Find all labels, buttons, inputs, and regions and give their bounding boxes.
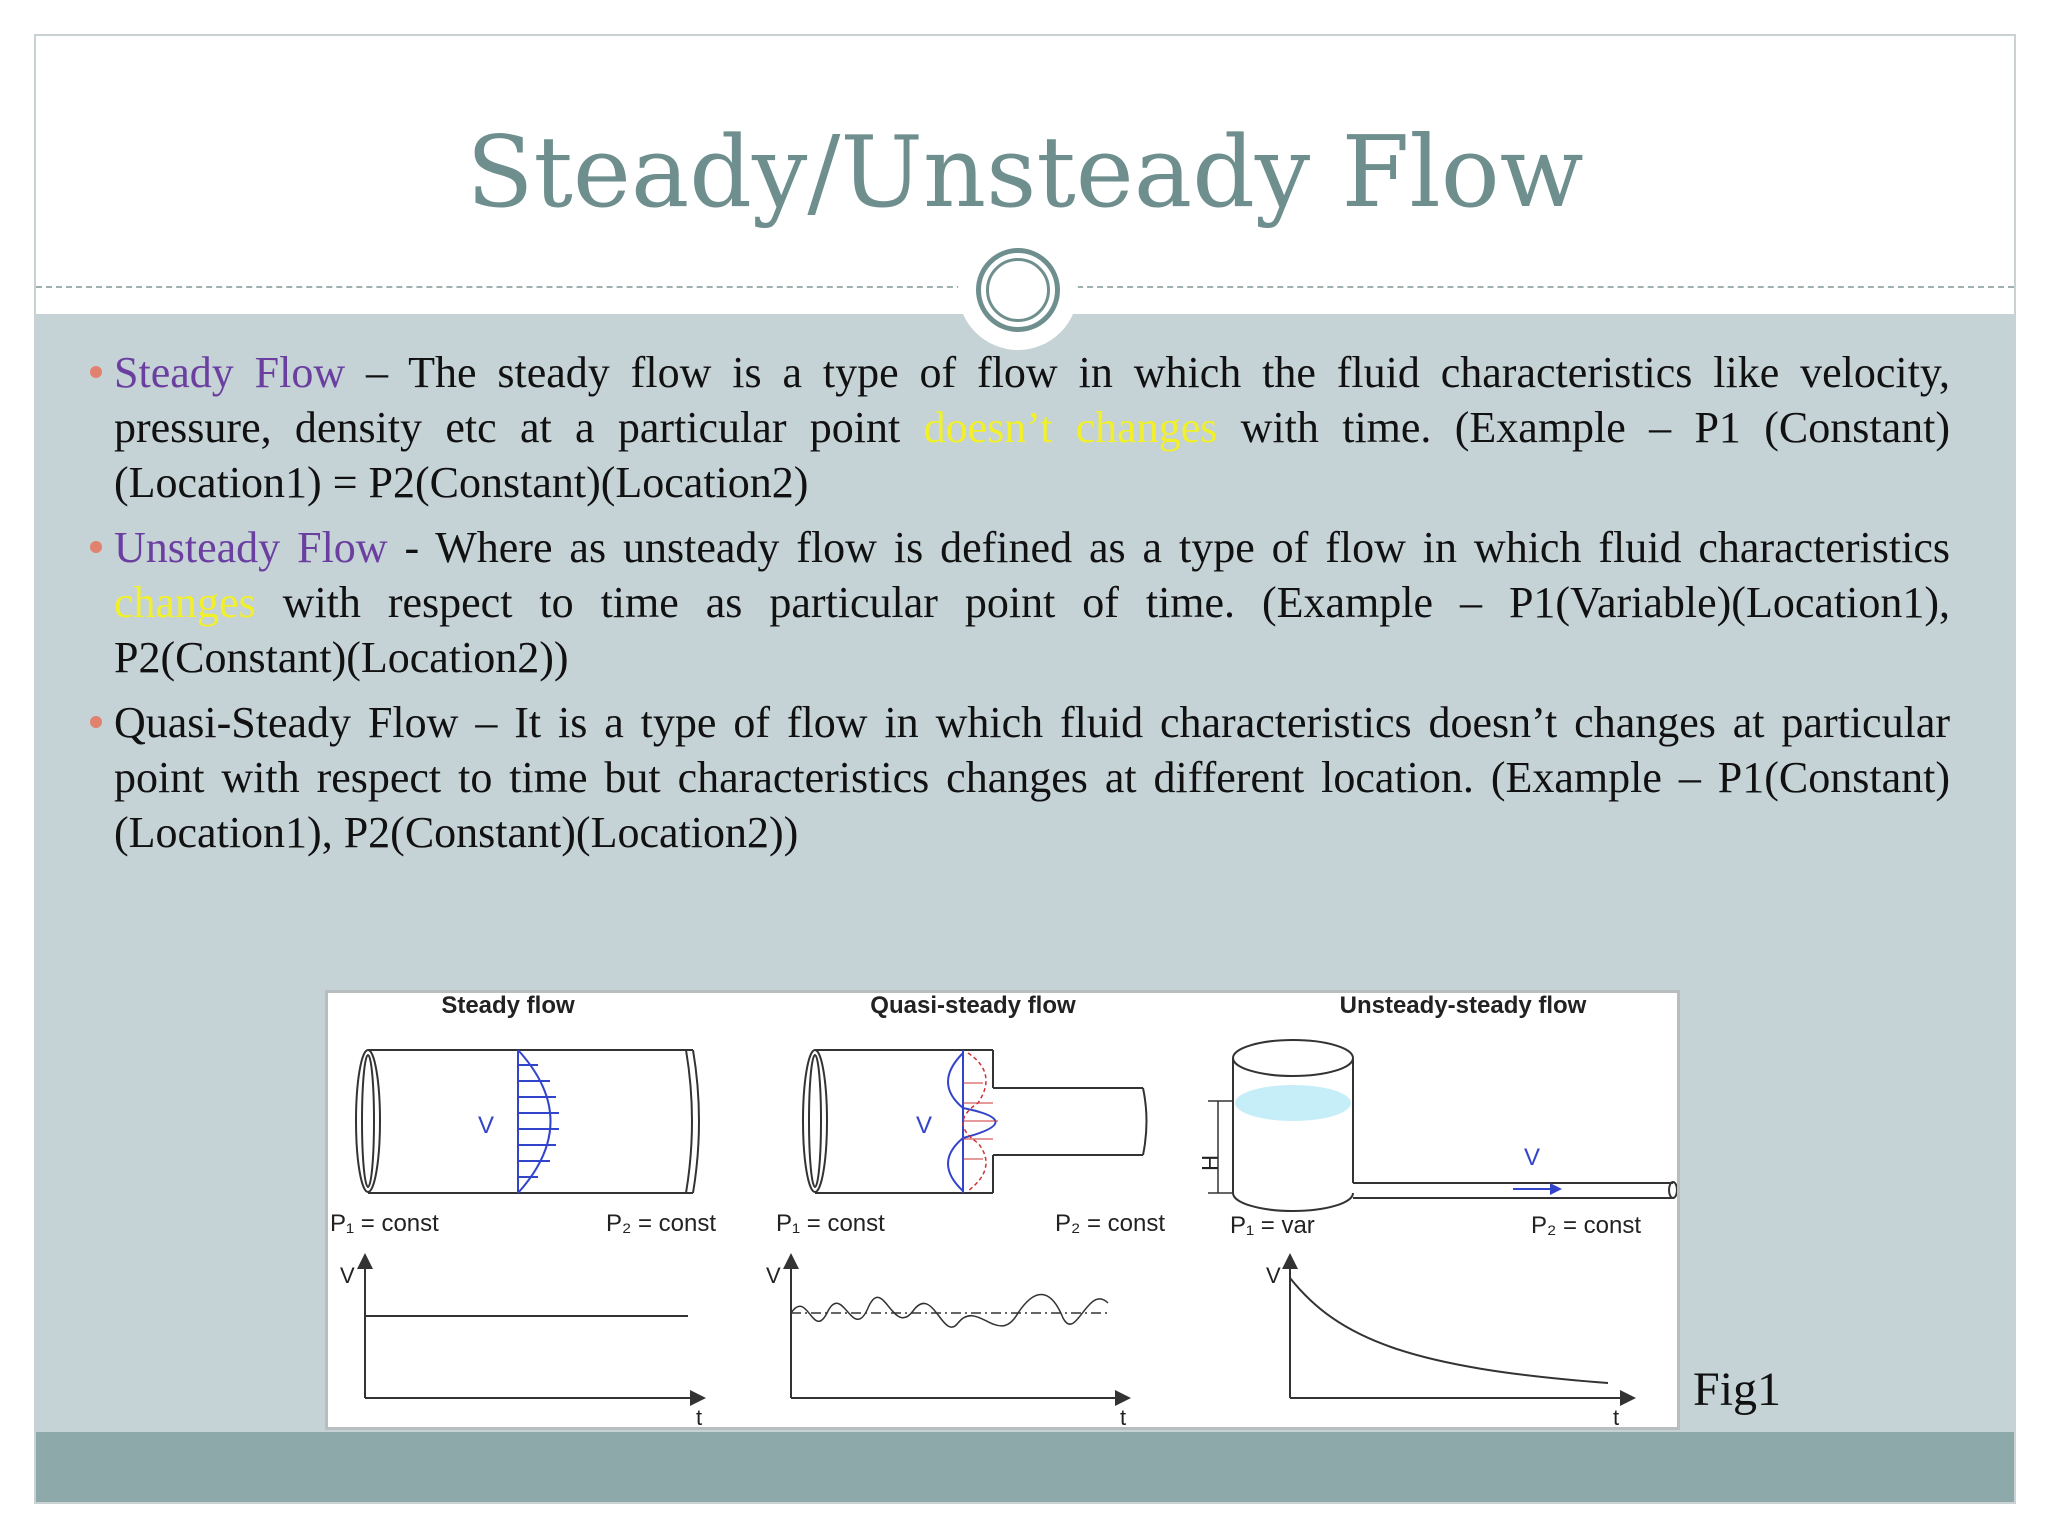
divider-inner-ring-icon: [986, 258, 1050, 322]
bullet-list: [114, 345, 1950, 870]
unsteady-axis-v: V: [1266, 1263, 1281, 1288]
quasi-p1-label: P₁ = const: [776, 1210, 885, 1237]
quasi-axis-v: V: [766, 1263, 781, 1288]
unsteady-p1-label: P₁ = var: [1230, 1212, 1315, 1239]
steady-axis-v: V: [340, 1263, 355, 1288]
bullet-dot-icon: [90, 541, 102, 553]
bullet-text: with time. (Example – P1 (Constant)(Location1) = P2(Constant)(Location2): [114, 403, 1950, 507]
steady-velocity-profile: [518, 1050, 559, 1193]
bullet-unsteady-flow: [114, 520, 1950, 685]
term-unsteady-flow: Unsteady Flow: [114, 523, 388, 572]
flow-diagram: [328, 993, 1677, 1427]
bullet-text: - Where as unsteady flow is defined as a type of flow in which fluid characteristics: [387, 523, 1951, 572]
quasi-v-label: V: [916, 1112, 933, 1139]
unsteady-axis-t: t: [1613, 1405, 1620, 1427]
unsteady-v-label: V: [1524, 1144, 1541, 1171]
steady-p1-label: P₁ = const: [330, 1210, 439, 1237]
term-steady-flow: Steady Flow: [114, 348, 346, 397]
bullet-text: – The steady flow is a type of flow in which the fluid characteristics like velocity, pressure, density etc at a particular point: [114, 348, 1950, 452]
bullet-text: Quasi-Steady Flow – It is a type of flow in which fluid characteristics doesn’t changes at particular point with respect to time but characteristics changes at different location. (Example – P1(Constant)(Location1), P2(Constant)(Location2)): [114, 698, 1950, 857]
panel-title-unsteady: Unsteady-steady flow: [1339, 993, 1587, 1019]
footer-bar: [36, 1432, 2014, 1502]
unsteady-graph: [1290, 1261, 1628, 1398]
height-marker: [1208, 1101, 1233, 1193]
steady-v-label: V: [478, 1112, 495, 1139]
steady-graph: [365, 1261, 698, 1398]
highlight-text: doesn’t changes: [923, 403, 1218, 452]
slide-title: Steady/Unsteady Flow: [466, 116, 1584, 230]
steady-axis-t: t: [696, 1405, 703, 1427]
water-surface: [1235, 1085, 1351, 1121]
bullet-dot-icon: [90, 716, 102, 728]
height-label: H: [1197, 1155, 1222, 1171]
steady-pipe: [356, 1050, 699, 1193]
tank: [1233, 1040, 1677, 1211]
bullet-quasi-steady-flow: [114, 695, 1950, 860]
bullet-steady-flow: [114, 345, 1950, 510]
bullet-text: with respect to time as particular point of time. (Example – P1(Variable)(Location1), P2(Constant)(Location2)): [114, 578, 1950, 682]
quasi-graph: [791, 1261, 1123, 1398]
quasi-velocity-profile: [948, 1050, 998, 1193]
quasi-axis-t: t: [1120, 1405, 1127, 1427]
panel-title-steady: Steady flow: [441, 993, 575, 1019]
steady-p2-label: P₂ = const: [606, 1210, 717, 1237]
bullet-dot-icon: [90, 366, 102, 378]
unsteady-p2-label: P₂ = const: [1531, 1212, 1642, 1239]
highlight-text: changes: [114, 578, 256, 627]
flow-figure: [325, 990, 1680, 1430]
panel-title-quasi: Quasi-steady flow: [870, 993, 1076, 1019]
figure-caption: Fig1: [1693, 1363, 1782, 1416]
quasi-p2-label: P₂ = const: [1055, 1210, 1166, 1237]
